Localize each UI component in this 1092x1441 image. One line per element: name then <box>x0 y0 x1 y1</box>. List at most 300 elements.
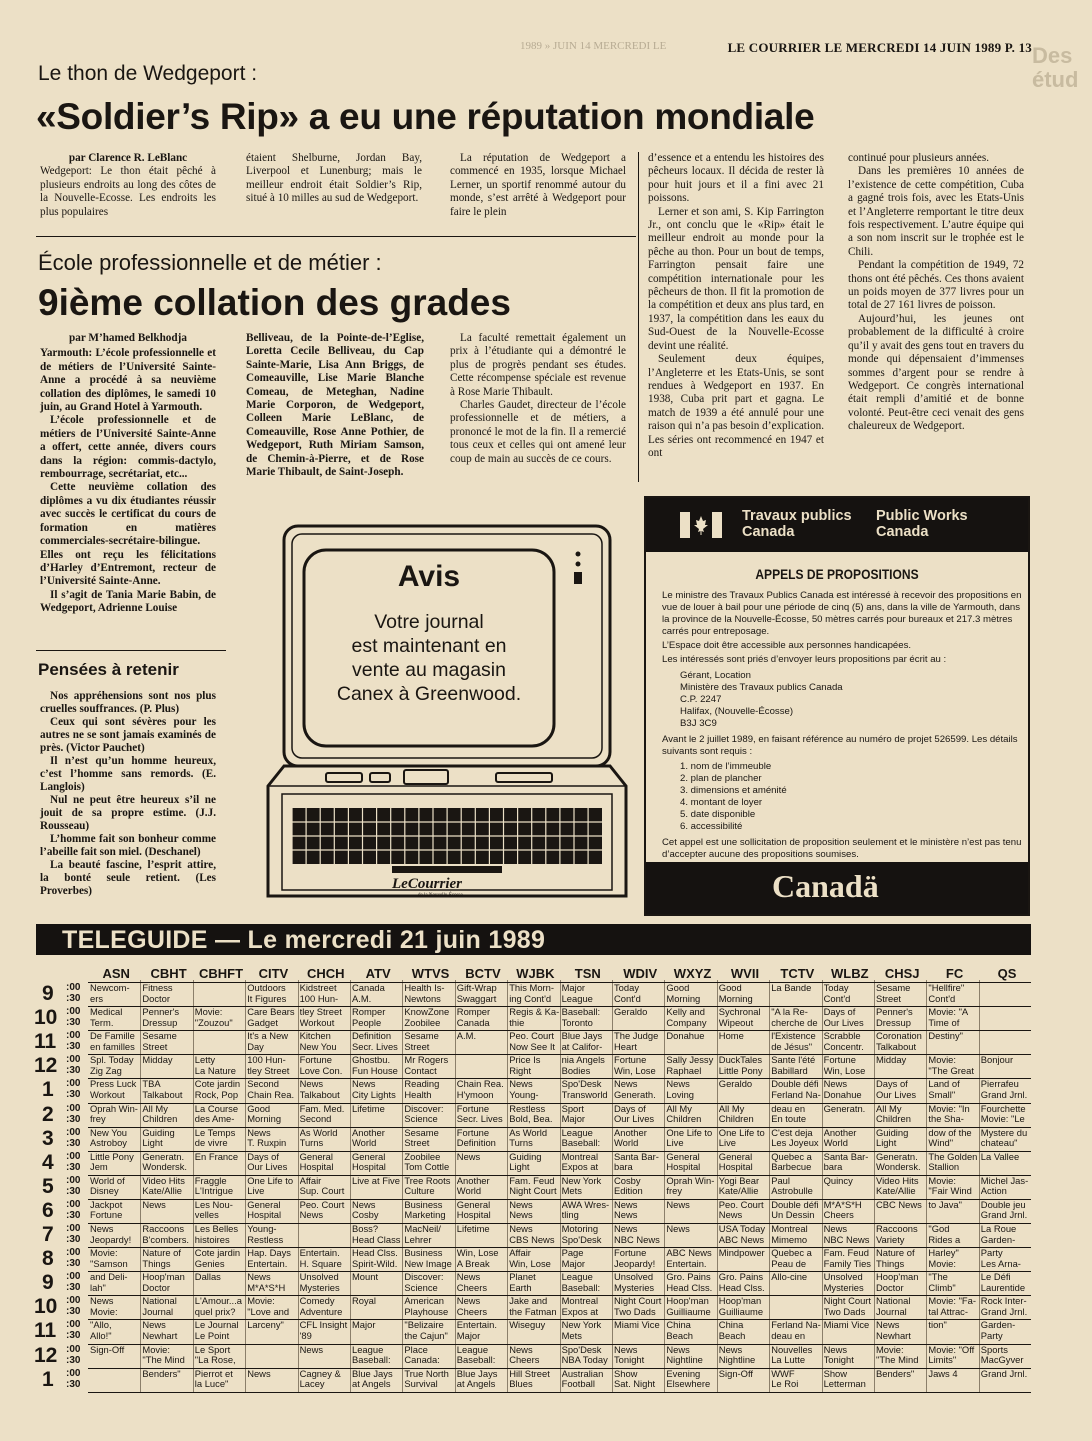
program-cell: Sally Jessy Raphael <box>666 1055 714 1076</box>
program-cell: News Jeopardy! <box>90 1224 132 1245</box>
time-minute: :30 <box>66 1041 81 1053</box>
program-cell: Movie: "Fair Wind <box>928 1175 972 1197</box>
grid-column-divider <box>507 980 508 1392</box>
article2-paragraph: Belliveau, de la Pointe-de-l’Eglise, Loretta Cecile Belliveau, du Cap Sainte-Marie, Lisa Ann Briggs, de Comeauville, Lise Marie Blanche Comeau, de Meteghan, Nadine Marie Corporon, de Wedgeport, Colleen Marie LeBlanc, de Comeauville, Rose Anne Pothier, de Wedgeport, Ruth Miriam Samson, de Chemin-à-Pierre, et de Rose Marie Thibault, de Saint-Joseph. <box>246 332 424 479</box>
program-cell: Scrabble Concentr. <box>823 1031 864 1052</box>
program-cell: Quebec a Peau de <box>771 1248 812 1269</box>
program-cell: News <box>142 1199 166 1210</box>
program-cell: Another World <box>614 1127 647 1149</box>
time-slot <box>36 1368 88 1392</box>
program-cell: All My Children <box>666 1103 702 1125</box>
program-cell: Rock Inter- Grand Jrnl. <box>980 1296 1028 1317</box>
time-hour: 11 <box>34 1030 57 1054</box>
program-cell: Spo'Desk NBA Today <box>561 1344 608 1366</box>
pensee-item: La beauté fascine, l’esprit attire, la bonté seule retient. (Les Proverbes) <box>40 859 216 897</box>
time-slot <box>36 1054 88 1078</box>
pw-list-item: 1. nom de l’immeuble <box>680 761 772 772</box>
program-cell: Business New Image <box>404 1248 452 1269</box>
program-cell: Movie: "The Mind <box>876 1344 919 1366</box>
grid-column-divider <box>874 980 875 1392</box>
program-cell: News Cheers <box>509 1344 540 1366</box>
program-cell: Entertain. H. Square <box>299 1248 342 1269</box>
program-cell: Peo. Court News <box>718 1199 764 1221</box>
article1-paragraph: Pendant la compétition de 1949, 72 thons ont été pêchés. Ces thons avaient un poids moyen de 377 livres pour un total de 27 161 livres de poisson. <box>848 259 1024 312</box>
program-cell: Blue Jays at Angels <box>456 1368 498 1390</box>
time-hour: 10 <box>34 1006 58 1030</box>
program-cell: Generatn. <box>823 1103 866 1114</box>
program-cell: Care Bears Gadget <box>247 1007 295 1028</box>
program-cell: Comedy Adventure <box>299 1296 343 1317</box>
pensee-item: Ceux qui sont sévères pour les autres ne se sont jamais examinés de près. (Victor Pauchet) <box>40 716 216 754</box>
program-cell: News Generath. <box>614 1079 656 1100</box>
time-slot <box>36 982 88 1006</box>
program-cell: News CBS News <box>509 1224 555 1245</box>
article1-paragraph: Aujourd’hui, les jeunes ont probablement de la difficulté à croire qu’il y avait des gens tout en travers du monde qui dépensaient d’immenses sommes d’argent pour se rendre à Wedgeport. Ce congrès international était rempli d’amitié et de bonne volonté. Peut-être ceci venait des gens chaleureux de Wedgeport. <box>848 312 1024 433</box>
program-cell: Planet Earth <box>509 1272 536 1293</box>
program-cell: Affair Win, Lose <box>509 1248 551 1269</box>
pw-paragraph: Les intéressés sont priés d’envoyer leurs propositions par écrit au : <box>662 654 947 665</box>
program-cell: New You Astroboy <box>90 1127 128 1149</box>
program-cell: Fraggle L'Intrigue <box>194 1175 234 1197</box>
program-cell: Video Hits Kate/Allie <box>876 1175 919 1197</box>
channel-header: CHSJ <box>884 966 920 981</box>
channel-header: BCTV <box>465 966 501 981</box>
program-cell: Les Nou- velles <box>194 1199 233 1221</box>
program-cell <box>457 1055 507 1078</box>
program-cell: Benders" <box>876 1368 915 1379</box>
program-cell: Kelly and Company <box>666 1007 707 1028</box>
program-cell: Le Journal Le Point <box>194 1320 239 1341</box>
program-cell: Montreal Expos at <box>561 1296 599 1317</box>
bleedthrough-text: 1989 » JUIN 14 MERCREDI LE <box>520 40 667 52</box>
program-cell: News Cheers <box>456 1296 488 1317</box>
program-cell: Days of Our Lives <box>247 1151 288 1173</box>
program-cell: Larceny" <box>247 1320 284 1331</box>
program-cell: Yogi Bear Kate/Allie <box>718 1175 760 1197</box>
avis-line: Votre journal <box>374 611 484 633</box>
channel-header: WVII <box>730 966 760 981</box>
program-cell: Newcom- ers <box>90 983 130 1004</box>
program-cell: Generatn. Wondersk. <box>142 1151 188 1173</box>
grid-column-divider <box>664 980 665 1392</box>
masthead: LE COURRIER LE MERCREDI 14 JUIN 1989 P. 13 <box>727 40 1032 55</box>
program-cell: China Beach <box>718 1320 746 1341</box>
program-cell: Another World <box>352 1127 385 1149</box>
pw-list-item: 4. montant de loyer <box>680 797 763 808</box>
article1-paragraph: continué pour plusieurs années. <box>848 152 990 164</box>
program-cell: News Loving <box>666 1079 695 1100</box>
pensee-item: Il n’est qu’un homme heureux, c’est l’homme sans remords. (E. Langlois) <box>40 755 216 793</box>
program-cell: Kidstreet 100 Hun- <box>299 983 339 1004</box>
program-cell: "Allo, Allo!" <box>90 1320 112 1341</box>
grid-column-divider <box>717 980 718 1392</box>
time-minute: :30 <box>66 1378 81 1390</box>
program-cell: Harley" Movie: <box>928 1248 959 1269</box>
adjacent-page-edge: Des étud <box>1032 44 1079 93</box>
pw-list-item: 3. dimensions et aménité <box>680 785 787 796</box>
pensees-list <box>40 690 216 898</box>
article1-column-5 <box>848 152 1024 434</box>
pw-address-line: Ministère des Travaux publics Canada <box>680 682 843 693</box>
program-cell: Fortune Definition <box>456 1127 496 1149</box>
program-cell: Party Les Arna- <box>980 1248 1021 1269</box>
program-cell: News NBC News <box>823 1224 870 1245</box>
pw-address-line: C.P. 2247 <box>680 694 722 705</box>
program-cell: Movie: "Samson <box>90 1248 128 1269</box>
program-cell: News City Lights <box>352 1079 396 1100</box>
pensee-item: Nul ne peut être heureux s’il ne jouit de sa propre estime. (J.J. Rousseau) <box>40 794 216 832</box>
channel-header: WXYZ <box>673 966 712 981</box>
program-cell: Discover: Science <box>404 1103 444 1125</box>
program-cell: News Nightline <box>718 1344 756 1366</box>
program-cell: L'Amour...a quel prix? <box>194 1296 242 1317</box>
program-cell: Pierrot et la Luce" <box>194 1368 233 1390</box>
program-cell: News Talkabout <box>299 1079 340 1100</box>
program-cell: Ferland Na- deau en <box>771 1320 821 1341</box>
grid-column-divider <box>822 980 823 1392</box>
grid-row-divider <box>88 1392 1031 1393</box>
pw-list <box>680 761 1022 833</box>
program-cell: Bonjour <box>980 1055 1014 1066</box>
article1-paragraph: Wedgeport: Le thon était pêché à plusieurs endroits au long des côtes de la Nouvelle-Ecosse. Les endroits les plus populaires <box>40 165 216 218</box>
time-slot <box>36 1295 88 1319</box>
program-cell: News News <box>614 1199 638 1221</box>
program-cell: Good Morning <box>666 983 701 1004</box>
program-cell: Movie: "A Time of <box>928 1007 969 1028</box>
article2-column-3 <box>450 332 626 466</box>
program-cell: Press Luck Workout <box>90 1079 137 1100</box>
article2-byline: par M’hamed Belkhodja <box>69 332 187 344</box>
time-slot <box>36 1199 88 1223</box>
program-cell: Donahue <box>666 1031 705 1042</box>
time-minute: :30 <box>66 1065 81 1077</box>
program-cell: Destiny" <box>928 1031 963 1042</box>
program-cell <box>981 1031 1031 1054</box>
avis-title: Avis <box>397 560 461 593</box>
program-cell: Movie: "Off Limits" <box>928 1344 975 1366</box>
program-cell: Canada A.M. <box>352 983 385 1004</box>
program-cell: Baseball: Toronto <box>561 1007 601 1028</box>
time-hour: 9 <box>42 982 54 1005</box>
program-cell: Restless Bold, Bea. <box>509 1103 553 1125</box>
time-minute: :00 <box>66 1006 81 1018</box>
grid-column-divider <box>926 980 927 1392</box>
canada-flag-icon <box>680 512 722 538</box>
program-cell: News Young- <box>509 1079 539 1100</box>
program-cell: Show Letterman <box>823 1368 866 1390</box>
program-cell: En France <box>194 1151 239 1162</box>
program-cell: La Roue Garden- <box>980 1224 1017 1245</box>
program-cell: Win, Lose A Break <box>456 1248 499 1269</box>
program-cell: Good Morning <box>718 983 753 1004</box>
program-cell: Definition Secr. Lives <box>352 1031 398 1052</box>
program-cell <box>300 1224 350 1247</box>
pw-address <box>680 670 1022 730</box>
program-cell: AWA Wres- tling <box>561 1199 610 1221</box>
grid-column-divider <box>245 980 246 1392</box>
time-hour: 5 <box>42 1174 54 1198</box>
program-cell: Affair Sup. Court <box>299 1175 345 1197</box>
article1-paragraph: Seulement deux équipes, l’Angleterre et les Etats-Unis, se sont rendues à Wedgeport en 1937. En 1938, Cuba prit part et gagna. Le match de 1939 a été annulé pour une raison qui n’a pas besoin d’explication. Les séries ont recommencé en 1947 et ont <box>648 353 824 459</box>
program-cell: C'est deja Les Joyeux <box>771 1127 819 1149</box>
program-cell: Cote jardin Rock, Pop <box>194 1079 241 1100</box>
program-cell: MacNeil/ Lehrer <box>404 1224 441 1245</box>
program-cell: Unsolved Mysteries <box>299 1272 340 1293</box>
program-cell: Sesame Street <box>142 1031 177 1052</box>
grid-column-divider <box>140 980 141 1392</box>
program-cell: Chain Rea. H'ymoon <box>456 1079 504 1100</box>
program-cell: Movie: "Love and <box>247 1296 290 1317</box>
program-cell: News Cheers <box>456 1272 488 1293</box>
article1-kicker: Le thon de Wedgeport : <box>38 62 258 85</box>
program-cell: Montreal Expos at <box>561 1151 599 1173</box>
grid-column-divider <box>350 980 351 1392</box>
time-slot <box>36 1271 88 1295</box>
program-cell: News <box>666 1199 690 1210</box>
channel-header: WJBK <box>516 966 555 981</box>
program-cell: Gro. Pains Head Clss. <box>718 1272 765 1293</box>
program-cell: Sante l'été Babillard <box>771 1055 816 1076</box>
program-cell: News Cosby <box>352 1199 379 1221</box>
program-cell: One Life to Live <box>247 1175 294 1197</box>
time-slot <box>36 1103 88 1127</box>
column-divider <box>638 152 639 482</box>
time-minute: :30 <box>66 1137 81 1149</box>
time-hour: 11 <box>34 1319 57 1343</box>
time-slot <box>36 1006 88 1030</box>
program-cell: Nature of Things <box>876 1248 915 1269</box>
program-cell: l'Existence de Jésus" <box>771 1031 816 1052</box>
program-cell: Live at Five <box>352 1175 400 1186</box>
program-cell: Raccoons B'combers. <box>142 1224 189 1245</box>
time-slot <box>36 1319 88 1343</box>
canada-wordmark: Canadä <box>772 868 879 904</box>
program-cell: Geraldo <box>718 1079 753 1090</box>
program-cell: Days of Our Lives <box>876 1079 917 1100</box>
article1-column-2 <box>246 152 422 206</box>
program-cell: Quincy <box>823 1175 853 1186</box>
grid-column-divider <box>612 980 613 1392</box>
program-cell: General Hospital <box>718 1151 753 1173</box>
program-cell: Fortune Secr. Lives <box>456 1103 503 1125</box>
program-cell: Jackpot Fortune <box>90 1199 123 1221</box>
program-cell: Sports MacGyver <box>980 1344 1024 1366</box>
program-cell: News <box>299 1344 324 1355</box>
program-cell: News Nightline <box>666 1344 703 1366</box>
program-cell: Movie: "Zouzou" <box>194 1007 233 1028</box>
program-cell: Motoring Spo'Desk <box>561 1224 602 1245</box>
program-cell: Spl. Today Zig Zag <box>90 1055 134 1076</box>
channel-header: CITV <box>258 966 289 981</box>
program-cell: General Hospital <box>666 1151 701 1173</box>
time-hour: 4 <box>42 1150 54 1174</box>
time-slot <box>36 1247 88 1271</box>
channel-header: ASN <box>102 966 130 981</box>
program-cell: Ghostbu. Fun House <box>352 1055 398 1076</box>
program-cell: Fortune Love Con. <box>299 1055 343 1076</box>
channel-header: CHCH <box>307 966 345 981</box>
program-cell: De Famille en familles <box>90 1031 135 1052</box>
channel-header: CBHT <box>150 966 187 981</box>
channel-header: ATV <box>365 966 391 981</box>
program-cell: tion" <box>928 1320 947 1331</box>
grid-column-divider <box>769 980 770 1392</box>
time-minute: :30 <box>66 1282 81 1294</box>
time-hour: 12 <box>34 1343 58 1367</box>
program-cell: Double défi Ferland Na- <box>771 1079 821 1100</box>
program-cell: Romper People <box>352 1007 386 1028</box>
program-cell: Dallas <box>194 1272 221 1283</box>
program-cell: News Donahue <box>823 1079 862 1100</box>
channel-header: QS <box>997 966 1017 981</box>
time-minute: :00 <box>66 1319 81 1331</box>
program-cell: M*A*S*H Cheers <box>823 1199 862 1221</box>
article1-paragraph: Dans les premières 10 années de l’existence de cette compétition, Cuba a gagné trois fois, avec les Etats-Unis et l’Angleterre remportant le titre deux fois respectivement. L’autre équipe qui a son nom inscrit sur le trophée est le Chili. <box>848 165 1024 258</box>
program-cell: Hill Street Blues <box>509 1368 550 1390</box>
program-cell: News Newhart <box>876 1320 911 1341</box>
program-cell: Night Court Two Dads <box>823 1296 872 1317</box>
channel-header: FC <box>945 966 964 981</box>
article1-paragraph: Lerner et son ami, S. Kip Farrington Jr., ont conclu que le «Rip» était le meilleur endroit au monde pour la pêche au thon. Pour un bout de temps, Farrington pensait faire une compétition internationale pour les pêcheurs de thon. Il fit la promotion de la compétition et deux ans plus tard, en 1937, la compétition dans les eaux du Sud-Ouest de la Nouvelle-Ecosse devint une réalité. <box>648 205 824 352</box>
program-cell: Fortune Win, Lose <box>614 1055 656 1076</box>
program-cell: It's a New Day <box>247 1031 289 1052</box>
program-cell: Head Clss. Spirit-Wild. <box>352 1248 398 1269</box>
program-cell: Michel Jas- Action <box>980 1175 1029 1197</box>
article2-kicker: École professionnelle et de métier : <box>38 250 382 275</box>
program-cell: Mindpower <box>718 1248 765 1259</box>
program-cell: The Judge Heart <box>614 1031 659 1052</box>
time-hour: 8 <box>42 1247 54 1271</box>
public-works-en: Public Works Canada <box>876 508 968 540</box>
time-minute: :00 <box>66 1343 81 1355</box>
program-cell: La Bande <box>771 983 812 993</box>
time-slot <box>36 1223 88 1247</box>
program-cell: Midday <box>142 1055 173 1066</box>
time-hour: 1 <box>42 1367 54 1391</box>
program-cell: Business Marketing <box>404 1199 446 1221</box>
program-cell: Entertain. Major <box>456 1320 497 1341</box>
program-cell: News Newhart <box>142 1320 178 1341</box>
program-cell: Midday <box>876 1055 907 1066</box>
program-cell: This Morn- ing Cont'd <box>509 983 554 1004</box>
program-cell: News <box>247 1368 271 1379</box>
pw-list-item: 6. accessibilité <box>680 821 743 832</box>
program-cell: Blue Jays at Angels <box>352 1368 393 1390</box>
program-cell: ABC News Entertain. <box>666 1248 712 1269</box>
program-cell: Santa Bar- bara <box>614 1151 659 1173</box>
time-minute: :00 <box>66 1102 81 1114</box>
program-cell: Movie: "The Mind <box>142 1344 185 1366</box>
program-cell: Benders" <box>142 1368 181 1379</box>
program-cell: Days of Our Lives <box>614 1103 655 1125</box>
program-cell: Show Sat. Night <box>614 1368 656 1390</box>
time-minute: :00 <box>66 1295 81 1307</box>
program-cell: Movie: "Fa- tal Attrac- <box>928 1296 976 1317</box>
program-cell: Penner's Dressup <box>142 1007 180 1028</box>
program-cell: League Baseball: <box>561 1272 601 1293</box>
avis-line: vente au magasin <box>352 659 506 681</box>
program-cell: Guiding Light <box>509 1151 542 1173</box>
program-cell: Land of Small" <box>928 1079 960 1100</box>
program-cell: Place Canada: <box>404 1344 440 1366</box>
program-cell: Sport Major <box>561 1103 586 1125</box>
program-cell: to Java" <box>928 1199 962 1210</box>
program-cell: News Movie: <box>90 1296 118 1317</box>
section-divider <box>36 650 226 651</box>
time-minute: :30 <box>66 1234 81 1245</box>
program-cell: Fitness Doctor <box>142 983 173 1004</box>
program-cell: Discover: Science <box>404 1272 444 1293</box>
public-works-footer <box>646 862 1028 914</box>
program-cell: Gift-Wrap Swaggart <box>456 983 497 1004</box>
article1-column-3 <box>450 152 626 219</box>
avis-message <box>304 610 554 706</box>
program-cell: La Course des Ame- <box>194 1103 239 1125</box>
program-cell: General Hospital <box>456 1199 491 1221</box>
program-cell: General Hospital <box>352 1151 386 1173</box>
program-cell: Sesame Street <box>876 983 911 1004</box>
program-cell: Miami Vice <box>823 1320 870 1331</box>
grid-column-divider <box>455 980 456 1392</box>
program-cell: "The Climb" <box>928 1272 956 1293</box>
article1-byline: par Clarence R. LeBlanc <box>68 152 188 164</box>
public-works-ad <box>644 496 1030 916</box>
time-minute: :00 <box>66 1367 81 1379</box>
program-cell: Pierrafeu Grand Jrnl. <box>980 1079 1028 1100</box>
pw-paragraph: Le ministre des Travaux Publics Canada est intéressé à recevoir des propositions en vue de louer à bail pour une période de cinq (5) ans, dans la ville de Yarmouth, dans la province de la Nouvelle-Écosse, 50 mètres carrés pour bureaux et 217.3 mètres carrés pour entreposage. <box>662 590 1022 637</box>
program-cell: Zoobilee Tom Cottle <box>404 1151 450 1173</box>
program-cell: Romper Canada <box>456 1007 491 1028</box>
pensee-item: L’homme fait son bonheur comme l’abeille fait son miel. (Deschanel) <box>40 833 216 858</box>
program-cell: Today Cont'd <box>823 983 851 1004</box>
program-cell <box>981 1007 1031 1030</box>
program-cell: dow of the Wind" <box>928 1127 972 1149</box>
time-minute: :00 <box>66 1126 81 1138</box>
program-cell <box>981 983 1031 1006</box>
avis-line: Canex à Greenwood. <box>336 683 522 705</box>
program-cell: News M*A*S*H <box>247 1272 286 1293</box>
program-cell: Page Major <box>561 1248 586 1269</box>
program-cell: National Journal <box>876 1296 911 1317</box>
pw-paragraph: L’Espace doit être accessible aux personnes handicapées. <box>662 640 912 651</box>
canex-ad <box>262 524 632 904</box>
program-cell: Health Is- Newtons <box>404 983 445 1004</box>
program-cell: Young- Restless <box>247 1224 284 1245</box>
program-cell: Cagney & Lacey <box>299 1368 341 1390</box>
program-cell: Le Sport "La Rose, <box>194 1344 236 1366</box>
program-cell: Hoop'man Doctor <box>876 1272 919 1293</box>
article2-paragraph: Charles Gaudet, directeur de l’école professionnelle et de métiers, a prononcé le mot de la fin. Il a remercié tous ceux et celles qui ont amené leur coup de main au succès de ce cours. <box>450 399 626 465</box>
time-minute: :00 <box>66 1054 81 1066</box>
program-cell: Evening Elsewhere <box>666 1368 711 1390</box>
time-hour: 9 <box>42 1271 54 1295</box>
article1-paragraph: La réputation de Wedgeport a commencé en 1935, lorsque Michael Lerner, un sportif renommé autour du monde, s’est arrêté à Wedgeport pour faire le plein <box>450 152 626 218</box>
program-cell: Double défi Un Dessin <box>771 1199 819 1221</box>
time-minute: :00 <box>66 1223 81 1234</box>
pensee-item: Nos appréhensions sont nos plus cruelles souffrances. (P. Plus) <box>40 690 216 715</box>
article2-column-1 <box>40 332 216 616</box>
article2-paragraph: Il s’agit de Tania Marie Babin, de Wedgeport, Adrienne Louise <box>40 588 216 615</box>
program-cell: Fam. Feud Night Court <box>509 1175 557 1197</box>
time-minute: :00 <box>66 1078 81 1090</box>
program-cell: News Tonight <box>614 1344 645 1366</box>
program-cell: News Tonight <box>823 1344 854 1366</box>
time-minute: :00 <box>66 1271 81 1283</box>
program-cell: Outdoors It Figures <box>247 983 287 1004</box>
program-cell: Unsolved Mysteries <box>823 1272 864 1293</box>
program-cell: Good Morning <box>247 1103 282 1125</box>
program-cell: Lifetime <box>352 1103 385 1114</box>
